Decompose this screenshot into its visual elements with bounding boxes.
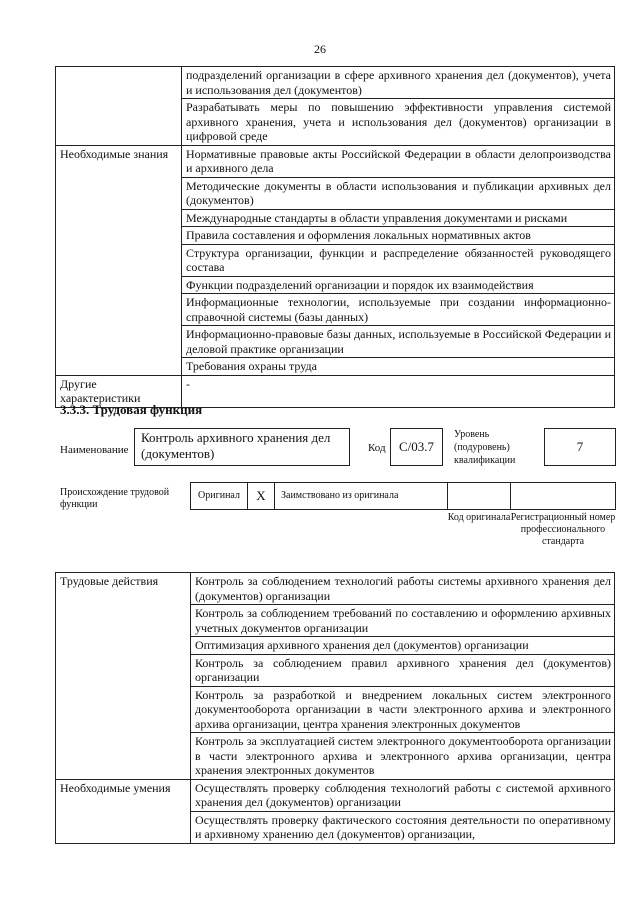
table-cell: Нормативные правовые акты Российской Федерации в области делопроизводства и архивного дела [182,145,615,177]
table-cell: Правила составления и оформления локальных нормативных актов [182,227,615,245]
function-name-box [134,428,350,466]
table-cell: Оптимизация архивного хранения дел (документов) организации [191,637,615,655]
table-cell: Контроль за эксплуатацией систем электронного документооборота организации в части электронного архива и электронного архива организации, центра хранения электронных документов [191,733,615,780]
original-box [190,482,248,510]
table-cell: Осуществлять проверку фактического состояния деятельности по оперативному и архивному хранению дел (документов) организации, [191,811,615,843]
borrowed-box [274,482,448,510]
function-name: Контроль архивного хранения дел (документов) [141,430,331,461]
original-label: Оригинал [198,490,240,501]
table-cell: подразделений организации в сфере архивного хранения дел (документов), учета и использования дел (документов) [182,67,615,99]
name-label: Наименование [60,444,129,456]
original-mark-box [247,482,275,510]
table-cell: Контроль за соблюдением технологий работы системы архивного хранения дел (документов) организации [191,573,615,605]
table-cell: Осуществлять проверку соблюдения технологий работы с системой архивного хранения дел (документов) организации [191,779,615,811]
reg-caption: Регистрационный номер профессионального стандарта [510,512,616,547]
row-label: Необходимые умения [56,779,191,843]
code-box [390,428,443,466]
row-label [56,67,182,146]
table-cell: Контроль за соблюдением правил архивного хранения дел (документов) организации [191,654,615,686]
table-row [56,67,615,99]
table-cell: Международные стандарты в области управления документами и рисками [182,209,615,227]
table-row [56,779,615,811]
table-cell: Контроль за разработкой и внедрением локальных систем электронного документооборота организации в части электронного архива и электронного архива организации, центра хранения электронных документов [191,686,615,733]
origin-label: Происхождение трудовой функции [60,487,170,510]
row-label: Трудовые действия [56,573,191,780]
table-cell: Информационно-правовые базы данных, используемые в Российской Федерации и деловой практике организации [182,326,615,358]
original-code-box [447,482,511,510]
actions-table [55,572,615,844]
level-value: 7 [576,439,584,454]
page-number: 26 [314,42,326,56]
code-value: C/03.7 [398,439,435,454]
table-row [56,573,615,605]
section-title: 3.3.3. Трудовая функция [60,402,203,417]
reg-number-box [510,482,616,510]
row-label: Другие характеристики [56,375,182,407]
table-cell: Контроль за соблюдением требований по составлению и оформлению архивных учетных документов организации [191,605,615,637]
table-cell: Структура организации, функции и распределение обязанностей руководящего состава [182,244,615,276]
knowledge-table [55,66,615,408]
table-cell: Информационные технологии, используемые при создании информационно-справочной системы (базы данных) [182,294,615,326]
code-label: Код [368,442,386,454]
table-row [56,145,615,177]
borrowed-label: Заимствовано из оригинала [281,490,399,501]
table-cell: Методические документы в области использования и публикации архивных дел (документов) [182,177,615,209]
level-label: Уровень (подуровень) квалификации [454,429,516,466]
code-caption: Код оригинала [447,512,511,523]
table-cell: Функции подразделений организации и порядок их взаимодействия [182,276,615,294]
level-box [544,428,616,466]
table-cell: - [182,375,615,407]
table-cell: Разрабатывать меры по повышению эффективности управления системой архивного хранения, учета и использования дел (документов) организации в цифровой среде [182,99,615,146]
row-label: Необходимые знания [56,145,182,375]
table-cell: Требования охраны труда [182,358,615,376]
original-mark: X [256,488,266,503]
